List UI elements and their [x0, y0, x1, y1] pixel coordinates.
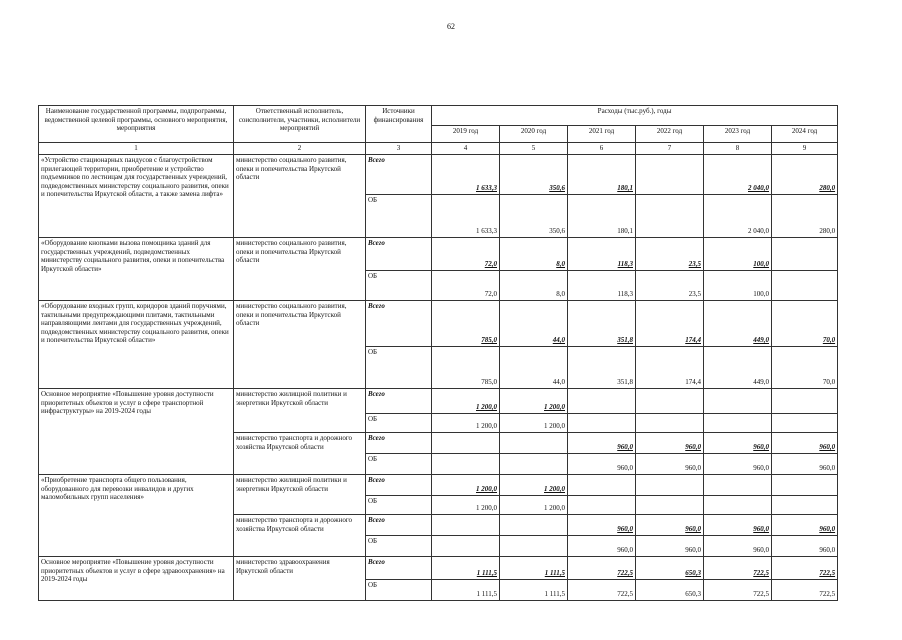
- header-year: 2023 год: [704, 125, 772, 142]
- source-total: Всего: [366, 238, 432, 271]
- value-total: 722,5: [704, 557, 772, 580]
- column-number: 7: [636, 143, 704, 155]
- value-ob: 351,8: [568, 347, 636, 389]
- value-ob: [704, 414, 772, 433]
- value-ob: 100,0: [704, 271, 772, 301]
- source-ob: ОБ: [366, 536, 432, 557]
- column-number: 1: [39, 143, 234, 155]
- value-total: 650,3: [636, 557, 704, 580]
- value-ob: 960,0: [636, 454, 704, 475]
- header-expenses: Расходы (тыс.руб.), годы: [432, 106, 838, 126]
- page-number: 62: [447, 22, 455, 31]
- value-ob: [568, 414, 636, 433]
- value-total: [704, 389, 772, 414]
- source-ob: ОБ: [366, 454, 432, 475]
- source-ob: ОБ: [366, 496, 432, 515]
- value-total: 722,5: [568, 557, 636, 580]
- executor-name: министерство жилищной политики и энергетики Иркутской области: [234, 389, 366, 433]
- value-total: 350,6: [500, 155, 568, 195]
- table-row-total: [39, 301, 838, 347]
- value-ob: 960,0: [772, 454, 838, 475]
- column-number: 4: [432, 143, 500, 155]
- value-total: 351,8: [568, 301, 636, 347]
- value-total: 722,5: [772, 557, 838, 580]
- value-total: 1 200,0: [500, 475, 568, 496]
- value-total: 1 111,5: [432, 557, 500, 580]
- source-ob: ОБ: [366, 271, 432, 301]
- value-total: 280,0: [772, 155, 838, 195]
- value-total: [636, 475, 704, 496]
- value-ob: 449,0: [704, 347, 772, 389]
- value-total: 1 200,0: [432, 475, 500, 496]
- source-ob: ОБ: [366, 195, 432, 238]
- column-number: 9: [772, 143, 838, 155]
- value-total: [636, 155, 704, 195]
- value-ob: 1 633,3: [432, 195, 500, 238]
- table-row-total: [39, 475, 838, 496]
- program-name: Основное мероприятие «Повышение уровня доступности приоритетных объектов и услуг в сфере транспортной инфраструктуры» на 2019-2024 годы: [39, 389, 234, 475]
- source-total: Всего: [366, 433, 432, 454]
- value-total: 174,4: [636, 301, 704, 347]
- value-total: 8,0: [500, 238, 568, 271]
- value-total: 1 200,0: [500, 389, 568, 414]
- executor-name: министерство социального развития, опеки и попечительства Иркутской области: [234, 238, 366, 301]
- value-ob: 174,4: [636, 347, 704, 389]
- value-ob: 70,0: [772, 347, 838, 389]
- value-ob: [432, 454, 500, 475]
- value-ob: [432, 536, 500, 557]
- value-total: 960,0: [636, 433, 704, 454]
- value-ob: 118,3: [568, 271, 636, 301]
- value-ob: 280,0: [772, 195, 838, 238]
- value-ob: 960,0: [568, 536, 636, 557]
- value-total: [500, 433, 568, 454]
- column-numbers-row: [39, 143, 838, 155]
- program-name: «Оборудование входных групп, коридоров зданий поручнями, тактильными предупреждающими плитами, тактильными направляющими лентами для государственных учреждений, подведомственных министерству социального развития, опеки и попечительства Иркутской области»: [39, 301, 234, 389]
- value-ob: 44,0: [500, 347, 568, 389]
- header-year: 2024 год: [772, 125, 838, 142]
- value-ob: [772, 496, 838, 515]
- executor-name: министерство жилищной политики и энергетики Иркутской области: [234, 475, 366, 515]
- value-ob: 1 111,5: [432, 580, 500, 601]
- value-total: [772, 238, 838, 271]
- value-total: 70,0: [772, 301, 838, 347]
- value-ob: [636, 414, 704, 433]
- value-total: 785,0: [432, 301, 500, 347]
- header-source: Источники финансирования: [366, 106, 432, 143]
- table-row-total: [39, 557, 838, 580]
- value-total: [636, 389, 704, 414]
- value-ob: 23,5: [636, 271, 704, 301]
- value-ob: 722,5: [568, 580, 636, 601]
- header-year: 2019 год: [432, 125, 500, 142]
- column-number: 8: [704, 143, 772, 155]
- column-number: 5: [500, 143, 568, 155]
- value-total: 960,0: [772, 515, 838, 536]
- value-total: 100,0: [704, 238, 772, 271]
- executor-name: министерство социального развития, опеки и попечительства Иркутской области: [234, 301, 366, 389]
- value-ob: [500, 454, 568, 475]
- value-ob: 2 040,0: [704, 195, 772, 238]
- header-year: 2021 год: [568, 125, 636, 142]
- value-total: [704, 475, 772, 496]
- value-total: [568, 475, 636, 496]
- value-total: 72,0: [432, 238, 500, 271]
- header-executor: Ответственный исполнитель, соисполнители, участники, исполнители мероприятий: [234, 106, 366, 143]
- executor-name: министерство транспорта и дорожного хозяйства Иркутской области: [234, 515, 366, 557]
- value-ob: 350,6: [500, 195, 568, 238]
- value-total: [500, 515, 568, 536]
- column-number: 2: [234, 143, 366, 155]
- table-row-total: [39, 155, 838, 195]
- source-total: Всего: [366, 389, 432, 414]
- value-ob: 960,0: [568, 454, 636, 475]
- header-program: Наименование государственной программы, подпрограммы, ведомственной целевой программы, основного мероприятия, мероприятия: [39, 106, 234, 143]
- value-ob: 960,0: [636, 536, 704, 557]
- value-total: 1 633,3: [432, 155, 500, 195]
- value-total: 960,0: [636, 515, 704, 536]
- value-total: [432, 515, 500, 536]
- executor-name: министерство здравоохранения Иркутской области: [234, 557, 366, 601]
- value-ob: [636, 195, 704, 238]
- value-total: 449,0: [704, 301, 772, 347]
- value-total: [432, 433, 500, 454]
- value-ob: 1 200,0: [432, 496, 500, 515]
- value-ob: [636, 496, 704, 515]
- value-ob: 960,0: [704, 454, 772, 475]
- value-total: 960,0: [772, 433, 838, 454]
- source-total: Всего: [366, 155, 432, 195]
- value-total: 23,5: [636, 238, 704, 271]
- table-row-total: [39, 389, 838, 414]
- value-total: [568, 389, 636, 414]
- source-ob: ОБ: [366, 580, 432, 601]
- program-name: «Оборудование кнопками вызова помощника зданий для государственных учреждений, подведомственных министерству социального развития, опеки и попечительства Иркутской области»: [39, 238, 234, 301]
- value-ob: 1 200,0: [500, 496, 568, 515]
- program-name: «Приобретение транспорта общего пользования, оборудованного для перевозки инвалидов и других маломобильных групп населения»: [39, 475, 234, 557]
- header-row: [39, 106, 838, 126]
- program-name: «Устройство стационарных пандусов с благоустройством прилегающей территории, приобретение и устройство подъемников по лестницам для государственных учреждений, подведомственных министерству социального развития, опеки и попечительства Иркутской области, а также замена лифта»: [39, 155, 234, 238]
- source-ob: ОБ: [366, 414, 432, 433]
- value-total: [772, 475, 838, 496]
- value-ob: 960,0: [772, 536, 838, 557]
- value-ob: 180,1: [568, 195, 636, 238]
- source-total: Всего: [366, 515, 432, 536]
- value-ob: 1 111,5: [500, 580, 568, 601]
- value-total: 960,0: [704, 433, 772, 454]
- value-total: [772, 389, 838, 414]
- value-ob: [772, 271, 838, 301]
- value-ob: 960,0: [704, 536, 772, 557]
- source-total: Всего: [366, 557, 432, 580]
- value-total: 180,1: [568, 155, 636, 195]
- value-total: 960,0: [568, 515, 636, 536]
- value-ob: 1 200,0: [500, 414, 568, 433]
- value-ob: 8,0: [500, 271, 568, 301]
- value-ob: 722,5: [772, 580, 838, 601]
- value-total: 2 040,0: [704, 155, 772, 195]
- executor-name: министерство социального развития, опеки и попечительства Иркутской области: [234, 155, 366, 238]
- executor-name: министерство транспорта и дорожного хозяйства Иркутской области: [234, 433, 366, 475]
- value-total: 1 200,0: [432, 389, 500, 414]
- value-total: 44,0: [500, 301, 568, 347]
- value-ob: 722,5: [704, 580, 772, 601]
- value-ob: [568, 496, 636, 515]
- header-year: 2022 год: [636, 125, 704, 142]
- value-ob: [704, 496, 772, 515]
- header-year: 2020 год: [500, 125, 568, 142]
- value-ob: 72,0: [432, 271, 500, 301]
- value-ob: 1 200,0: [432, 414, 500, 433]
- value-ob: [500, 536, 568, 557]
- source-total: Всего: [366, 475, 432, 496]
- column-number: 3: [366, 143, 432, 155]
- table-row-total: [39, 238, 838, 271]
- budget-table: [38, 105, 838, 601]
- value-total: 118,3: [568, 238, 636, 271]
- value-ob: 785,0: [432, 347, 500, 389]
- column-number: 6: [568, 143, 636, 155]
- value-total: 960,0: [704, 515, 772, 536]
- value-ob: [772, 414, 838, 433]
- value-total: 1 111,5: [500, 557, 568, 580]
- value-ob: 650,3: [636, 580, 704, 601]
- program-name: Основное мероприятие «Повышение уровня доступности приоритетных объектов и услуг в сфере здравоохранения» на 2019-2024 годы: [39, 557, 234, 601]
- source-ob: ОБ: [366, 347, 432, 389]
- source-total: Всего: [366, 301, 432, 347]
- value-total: 960,0: [568, 433, 636, 454]
